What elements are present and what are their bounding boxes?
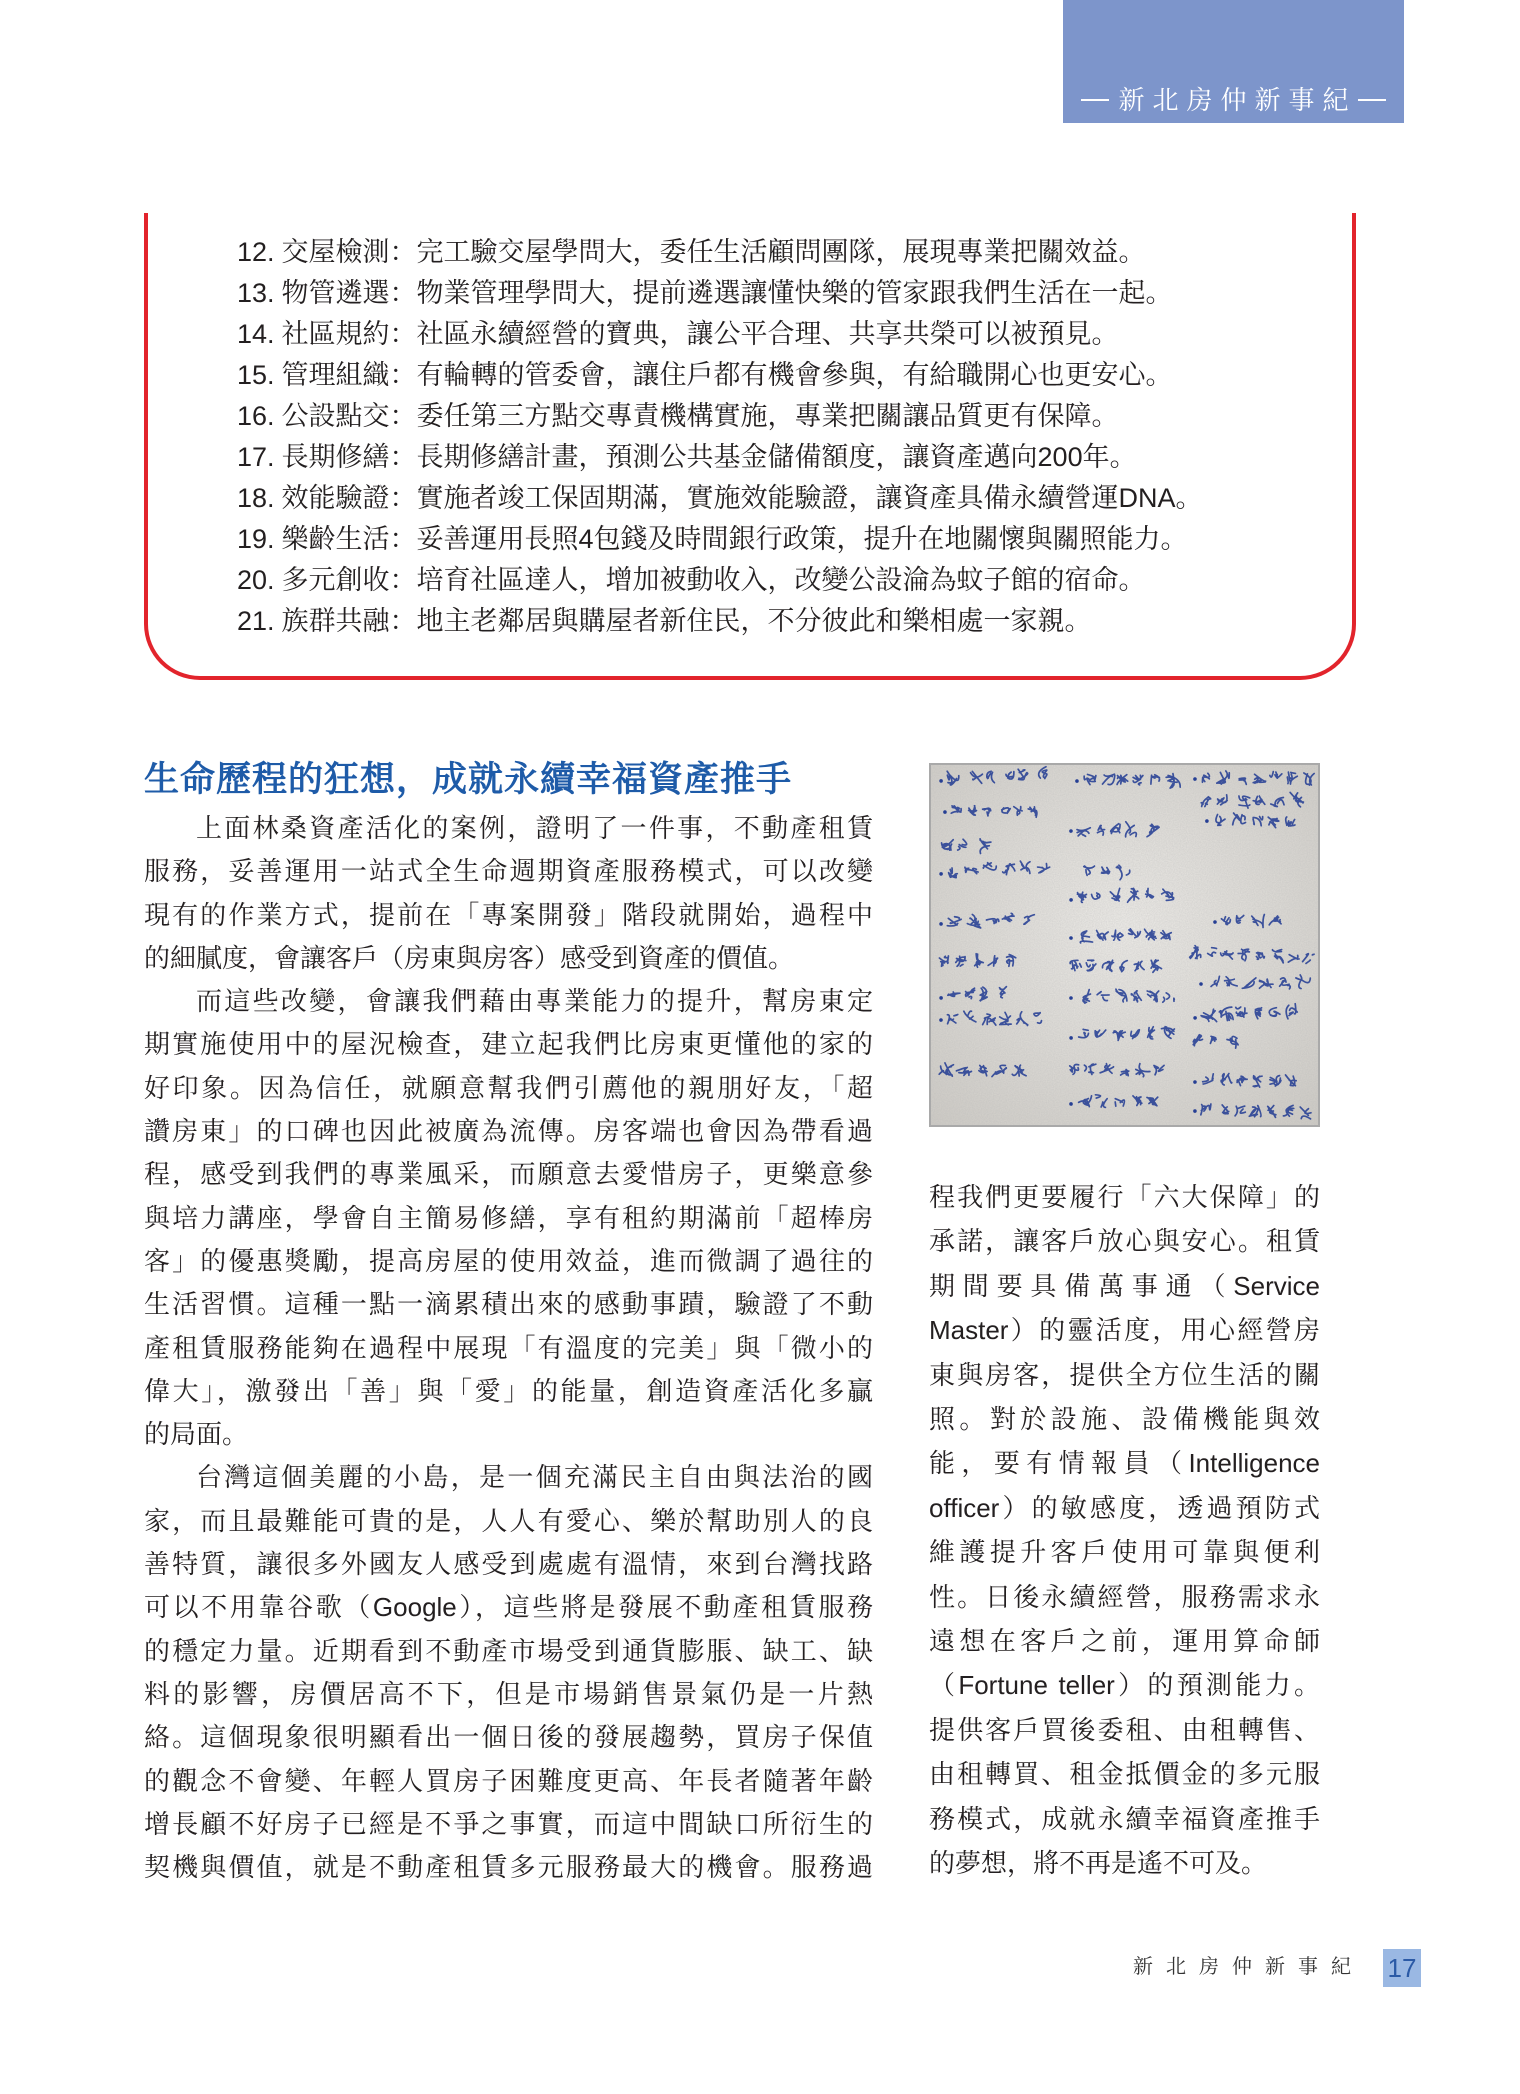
list-item-text: 多元創收：培育社區達人，增加被動收入，改變公設淪為蚊子館的宿命。 bbox=[281, 565, 1146, 595]
list-item bbox=[237, 437, 1203, 478]
text-line: 料的影響，房價居高不下，但是市場銷售景氣仍是一片熱 bbox=[144, 1678, 873, 1709]
text-line: 照。對於設施、設備機能與效 bbox=[929, 1404, 1320, 1435]
text-line: 可以不用靠谷歌（Google），這些將是發展不動產租賃服務 bbox=[144, 1592, 873, 1623]
text-line: 程，感受到我們的專業風采，而願意去愛惜房子，更樂意參 bbox=[144, 1159, 873, 1190]
text-line: officer）的敏感度，透過預防式 bbox=[929, 1492, 1320, 1523]
text-line: 由租轉買、租金抵價金的多元服 bbox=[929, 1759, 1320, 1790]
text-line: 偉大」，激發出「善」與「愛」的能量，創造資產活化多贏 bbox=[144, 1375, 873, 1406]
list-item bbox=[237, 560, 1203, 601]
list-item-text: 長期修繕：長期修繕計畫，預測公共基金儲備額度，讓資產邁向200年。 bbox=[281, 442, 1137, 472]
right-text-column bbox=[929, 1175, 1320, 1886]
text-line: 維護提升客戶使用可靠與便利 bbox=[929, 1537, 1320, 1568]
text-line: 讚房東」的口碑也因此被廣為流傳。房客端也會因為帶看過 bbox=[144, 1116, 873, 1147]
list-item-number: 18. bbox=[237, 483, 275, 513]
text-line: 提供客戶買後委租、由租轉售、 bbox=[929, 1714, 1320, 1745]
guarantee-list bbox=[237, 232, 1203, 642]
list-item-number: 13. bbox=[237, 278, 275, 308]
list-item-number: 20. bbox=[237, 565, 275, 595]
header-banner bbox=[1063, 0, 1404, 123]
list-item-text: 物管遴選：物業管理學問大，提前遴選讓懂快樂的管家跟我們生活在一起。 bbox=[281, 278, 1173, 308]
list-item-text: 社區規約：社區永續經營的寶典，讓公平合理、共享共榮可以被預見。 bbox=[281, 319, 1119, 349]
page-number: 17 bbox=[1383, 1949, 1421, 1987]
title-dash-left bbox=[1081, 99, 1109, 101]
text-line: 能，要有情報員（Intelligence bbox=[929, 1448, 1320, 1479]
text-line: 契機與價值，就是不動產租賃多元服務最大的機會。服務過 bbox=[144, 1852, 873, 1883]
text-line: 而這些改變，會讓我們藉由專業能力的提升，幫房東定 bbox=[196, 986, 873, 1017]
list-item bbox=[237, 396, 1203, 437]
text-line: 的夢想，將不再是遙不可及。 bbox=[929, 1848, 1268, 1879]
list-item bbox=[237, 519, 1203, 560]
list-item bbox=[237, 355, 1203, 396]
text-line: 務模式，成就永續幸福資產推手 bbox=[929, 1803, 1320, 1834]
handwritten-notes-image bbox=[931, 765, 1318, 1125]
text-line: 程我們更要履行「六大保障」的 bbox=[929, 1182, 1320, 1212]
text-line: 服務，妥善運用一站式全生命週期資產服務模式，可以改變 bbox=[144, 856, 873, 887]
text-line: 的穩定力量。近期看到不動產市場受到通貨膨脹、缺工、缺 bbox=[144, 1635, 873, 1666]
list-item-text: 樂齡生活：妥善運用長照4包錢及時間銀行政策，提升在地關懷與關照能力。 bbox=[281, 524, 1188, 554]
footer-magazine-name: 新北房仲新事紀 bbox=[1133, 1956, 1364, 1978]
list-item-number: 15. bbox=[237, 360, 275, 390]
list-item-number: 19. bbox=[237, 524, 275, 554]
text-line: 性。日後永續經營，服務需求永 bbox=[929, 1581, 1320, 1612]
text-line: 家，而且最難能可貴的是，人人有愛心、樂於幫助別人的良 bbox=[144, 1505, 873, 1536]
handwritten-notes-photo bbox=[929, 763, 1320, 1127]
magazine-title: 新北房仲新事紀 bbox=[1118, 85, 1357, 115]
list-item-text: 管理組織：有輪轉的管委會，讓住戶都有機會參與，有給職開心也更安心。 bbox=[281, 360, 1173, 390]
list-item-number: 14. bbox=[237, 319, 275, 349]
list-item-number: 17. bbox=[237, 442, 275, 472]
text-line: 增長顧不好房子已經是不爭之事實，而這中間缺口所衍生的 bbox=[144, 1808, 873, 1839]
text-line: 期實施使用中的屋況檢查，建立起我們比房東更懂他的家的 bbox=[144, 1029, 873, 1060]
text-line: 現有的作業方式，提前在「專案開發」階段就開始，過程中 bbox=[144, 899, 873, 930]
text-line: 台灣這個美麗的小島，是一個充滿民主自由與法治的國 bbox=[196, 1462, 873, 1493]
section-heading: 生命歷程的狂想，成就永續幸福資產推手 bbox=[144, 760, 793, 799]
text-line: 與培力講座，學會自主簡易修繕，享有租約期滿前「超棒房 bbox=[144, 1202, 873, 1233]
text-line: 上面林桑資產活化的案例，證明了一件事，不動產租賃 bbox=[196, 813, 873, 843]
list-item-number: 16. bbox=[237, 401, 275, 431]
text-line: （Fortune teller）的預測能力。 bbox=[929, 1670, 1320, 1701]
title-dash-right bbox=[1358, 99, 1386, 101]
list-item bbox=[237, 478, 1203, 519]
left-text-column bbox=[144, 807, 873, 1889]
list-item-number: 21. bbox=[237, 606, 275, 636]
list-item bbox=[237, 273, 1203, 314]
list-item-text: 交屋檢測：完工驗交屋學問大，委任生活顧問團隊，展現專業把關效益。 bbox=[281, 237, 1146, 267]
text-line: 生活習慣。這種一點一滴累積出來的感動事蹟，驗證了不動 bbox=[144, 1289, 873, 1320]
list-item-text: 效能驗證：實施者竣工保固期滿，實施效能驗證，讓資產具備永續營運DNA。 bbox=[281, 483, 1203, 513]
list-item bbox=[237, 314, 1203, 355]
list-item bbox=[237, 601, 1203, 642]
text-line: Master）的靈活度，用心經營房 bbox=[929, 1315, 1320, 1346]
text-line: 遠想在客戶之前，運用算命師 bbox=[929, 1626, 1320, 1657]
list-item bbox=[237, 232, 1203, 273]
text-line: 好印象。因為信任，就願意幫我們引薦他的親朋好友，「超 bbox=[144, 1072, 873, 1103]
text-line: 期間要具備萬事通（Service bbox=[929, 1270, 1320, 1301]
list-item-text: 公設點交：委任第三方點交專責機構實施，專業把關讓品質更有保障。 bbox=[281, 401, 1119, 431]
text-line: 的細膩度，會讓客戶（房東與房客）感受到資產的價值。 bbox=[144, 942, 795, 973]
text-line: 客」的優惠獎勵，提高房屋的使用效益，進而微調了過往的 bbox=[144, 1245, 873, 1276]
text-line: 的局面。 bbox=[144, 1419, 249, 1450]
text-line: 的觀念不會變、年輕人買房子困難度更高、年長者隨著年齡 bbox=[144, 1765, 873, 1796]
text-line: 善特質，讓很多外國友人感受到處處有溫情，來到台灣找路 bbox=[144, 1549, 873, 1580]
text-line: 承諾，讓客戶放心與安心。租賃 bbox=[929, 1226, 1320, 1257]
text-line: 產租賃服務能夠在過程中展現「有溫度的完美」與「微小的 bbox=[144, 1332, 873, 1363]
text-line: 絡。這個現象很明顯看出一個日後的發展趨勢，買房子保值 bbox=[144, 1722, 873, 1753]
list-item-text: 族群共融：地主老鄰居與購屋者新住民，不分彼此和樂相處一家親。 bbox=[281, 606, 1092, 636]
list-item-number: 12. bbox=[237, 237, 275, 267]
text-line: 東與房客，提供全方位生活的關 bbox=[929, 1359, 1320, 1390]
header-title-row bbox=[1063, 82, 1404, 118]
